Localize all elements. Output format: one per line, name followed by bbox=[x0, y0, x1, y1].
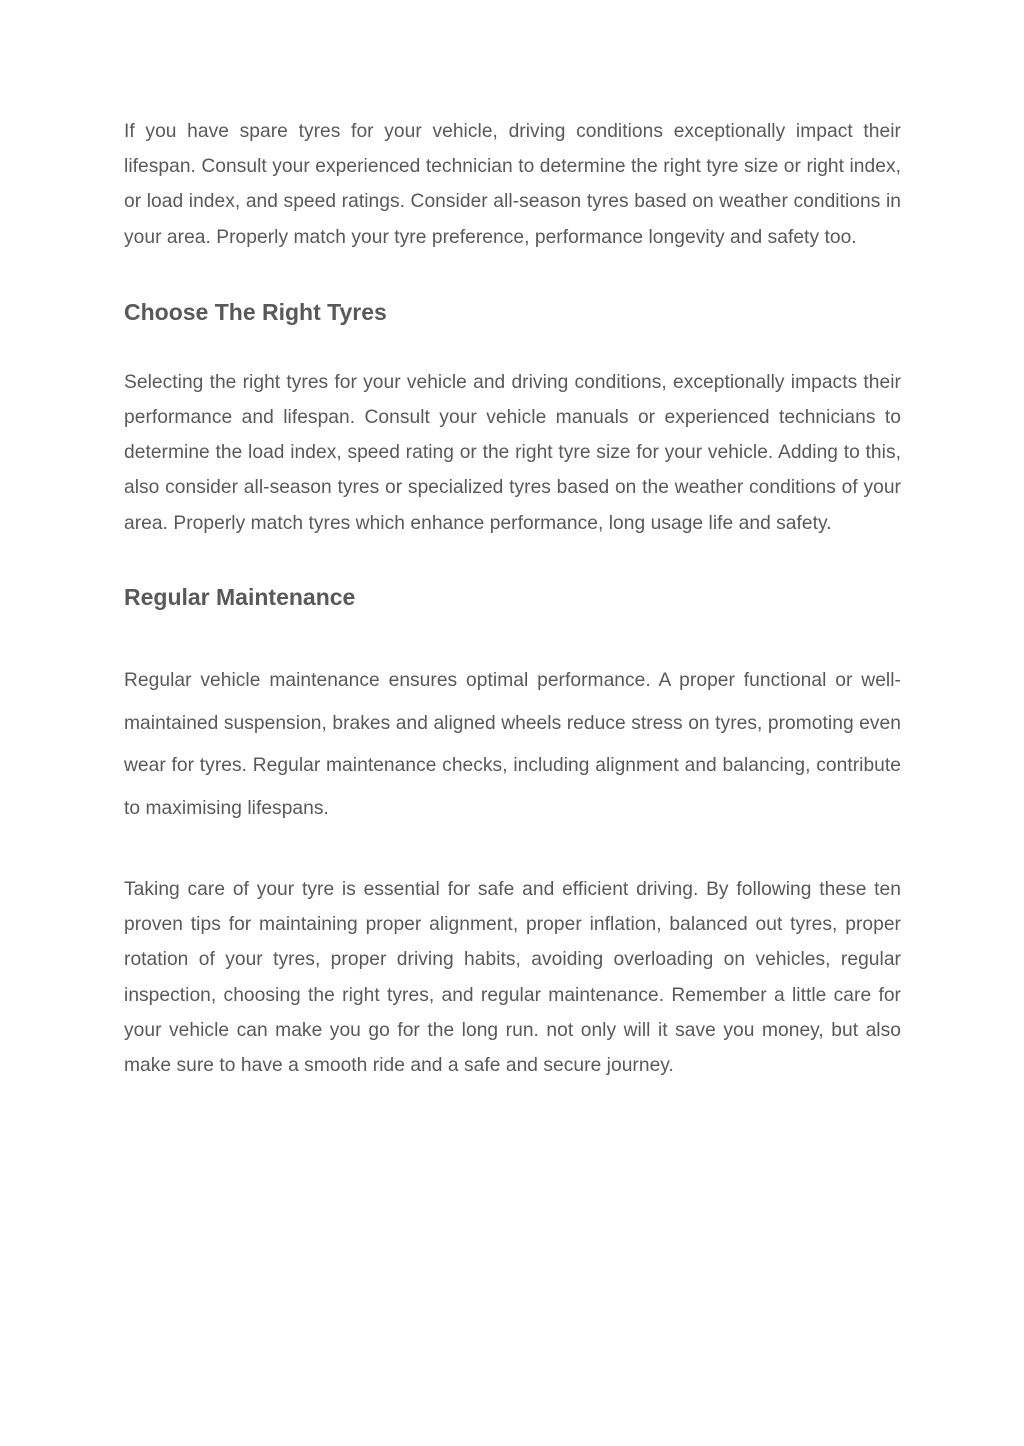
section-paragraph-regular-maintenance: Regular vehicle maintenance ensures optimal performance. A proper functional or well-maintained suspension, brakes and aligned wheels reduce stress on tyres, promoting even wear for tyres. Regular maintenance checks, including alignment and balancing, contribute to maximising lifespans. bbox=[124, 669, 901, 820]
document-page bbox=[124, 114, 901, 1083]
section-heading-regular-maintenance: Regular Maintenance bbox=[124, 583, 356, 610]
intro-paragraph: If you have spare tyres for your vehicle, driving conditions exceptionally impact their lifespan. Consult your experienced technician to determine the right tyre size or right index, or load index, and speed ratings. Consider all-season tyres based on weather conditions in your area. Properly match your tyre preference, performance longevity and safety too. bbox=[124, 121, 901, 248]
section-heading-choose-tyres: Choose The Right Tyres bbox=[124, 298, 387, 325]
section-paragraph-choose-tyres: Selecting the right tyres for your vehicle and driving conditions, exceptionally impacts their performance and lifespan. Consult your vehicle manuals or experienced technicians to determine the load index, speed rating or the right tyre size for your vehicle. Adding to this, also consider all-season tyres or specialized tyres based on the weather conditions of your area. Properly match tyres which enhance performance, long usage life and safety. bbox=[124, 371, 901, 534]
closing-paragraph: Taking care of your tyre is essential for safe and efficient driving. By following these ten proven tips for maintaining proper alignment, proper inflation, balanced out tyres, proper rotation of your tyres, proper driving habits, avoiding overloading on vehicles, regular inspection, choosing the right tyres, and regular maintenance. Remember a little care for your vehicle can make you go for the long run. not only will it save you money, but also make sure to have a smooth ride and a safe and secure journey. bbox=[124, 879, 901, 1077]
